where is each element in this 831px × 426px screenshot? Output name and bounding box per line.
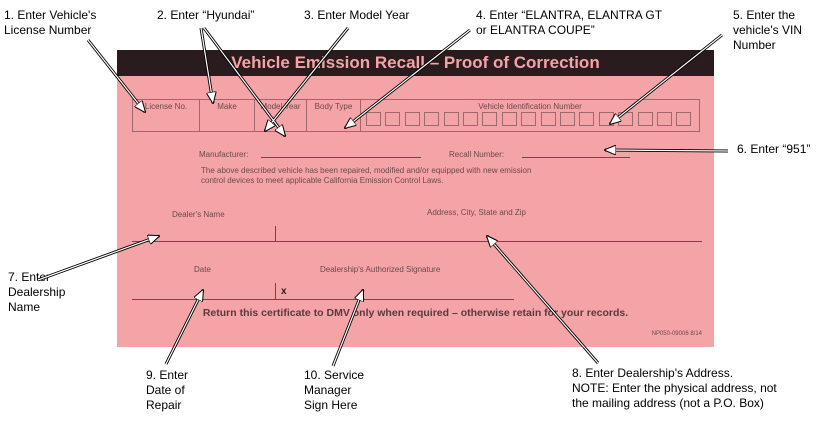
callout-line: Sign Here [304,398,358,412]
callout-line: 5. Enter the [733,8,796,22]
make-label: Make [217,102,237,111]
callout-line: Date of [146,383,185,397]
arrow-model-inner [345,30,470,128]
return-note: Return this certificate to DMV only when required – otherwise retain for your records. [202,307,629,319]
license-number-label: License No. [144,102,188,111]
arrow-vin-inner [610,35,722,124]
arrow-model-year-inner [265,28,348,131]
callout-line: Name [8,300,41,314]
callout-line: or ELANTRA COUPE” [476,23,595,37]
callout-line: Dealership [8,285,66,299]
callout-line: the mailing address (not a P.O. Box) [572,396,764,410]
signature-label: Dealership's Authorized Signature [320,265,441,274]
form-code: NP050-09006 8/14 [651,331,702,337]
address-label: Address, City, State and Zip [427,208,527,217]
callout-line: 9. Enter [146,368,189,382]
callout-line: Manager [304,383,352,397]
model-year-label: Model Year [260,102,301,111]
manufacturer-label: Manufacturer: [199,150,249,159]
arrow-date-of-repair-inner [166,290,203,364]
arrow-make-to-manufacturer-inner [204,28,285,136]
callout-line: 6. Enter “951” [737,142,811,156]
statement-line-1: The above described vehicle has been repaired, modified and/or equipped with new emission [201,166,532,175]
callout-line: 4. Enter “ELANTRA, ELANTRA GT [476,8,663,22]
arrow-dealership-name-inner [38,236,159,280]
callout-line: 3. Enter Model Year [304,8,410,22]
vin-label: Vehicle Identification Number [478,102,582,111]
callout-line: 7. Enter [8,270,51,284]
callout-line: 2. Enter “Hyundai” [157,8,255,22]
callout-line: 1. Enter Vehicle's [4,8,97,22]
callout-line: 10. Service [304,368,365,382]
recall-number-label: Recall Number: [449,150,505,159]
callout-line: NOTE: Enter the physical address, not [572,381,777,395]
form-title: Vehicle Emission Recall – Proof of Correction [231,53,600,72]
dealer-name-label: Dealer's Name [172,210,225,219]
arrow-service-manager-signature-inner [333,290,363,366]
arrow-dealership-address-inner [487,236,598,363]
statement-line-2: control devices to meet applicable California Emission Control Laws. [201,176,444,185]
signature-x-mark: x [281,286,287,297]
arrow-license-number-inner [88,40,145,112]
callout-line: License Number [4,23,92,37]
callout-line: Number [733,38,776,52]
callout-line: Repair [146,398,182,412]
callout-line: vehicle's VIN [733,23,802,37]
callout-line: 8. Enter Dealership's Address. [572,366,734,380]
date-label: Date [194,265,211,274]
body-type-label: Body Type [314,102,353,111]
